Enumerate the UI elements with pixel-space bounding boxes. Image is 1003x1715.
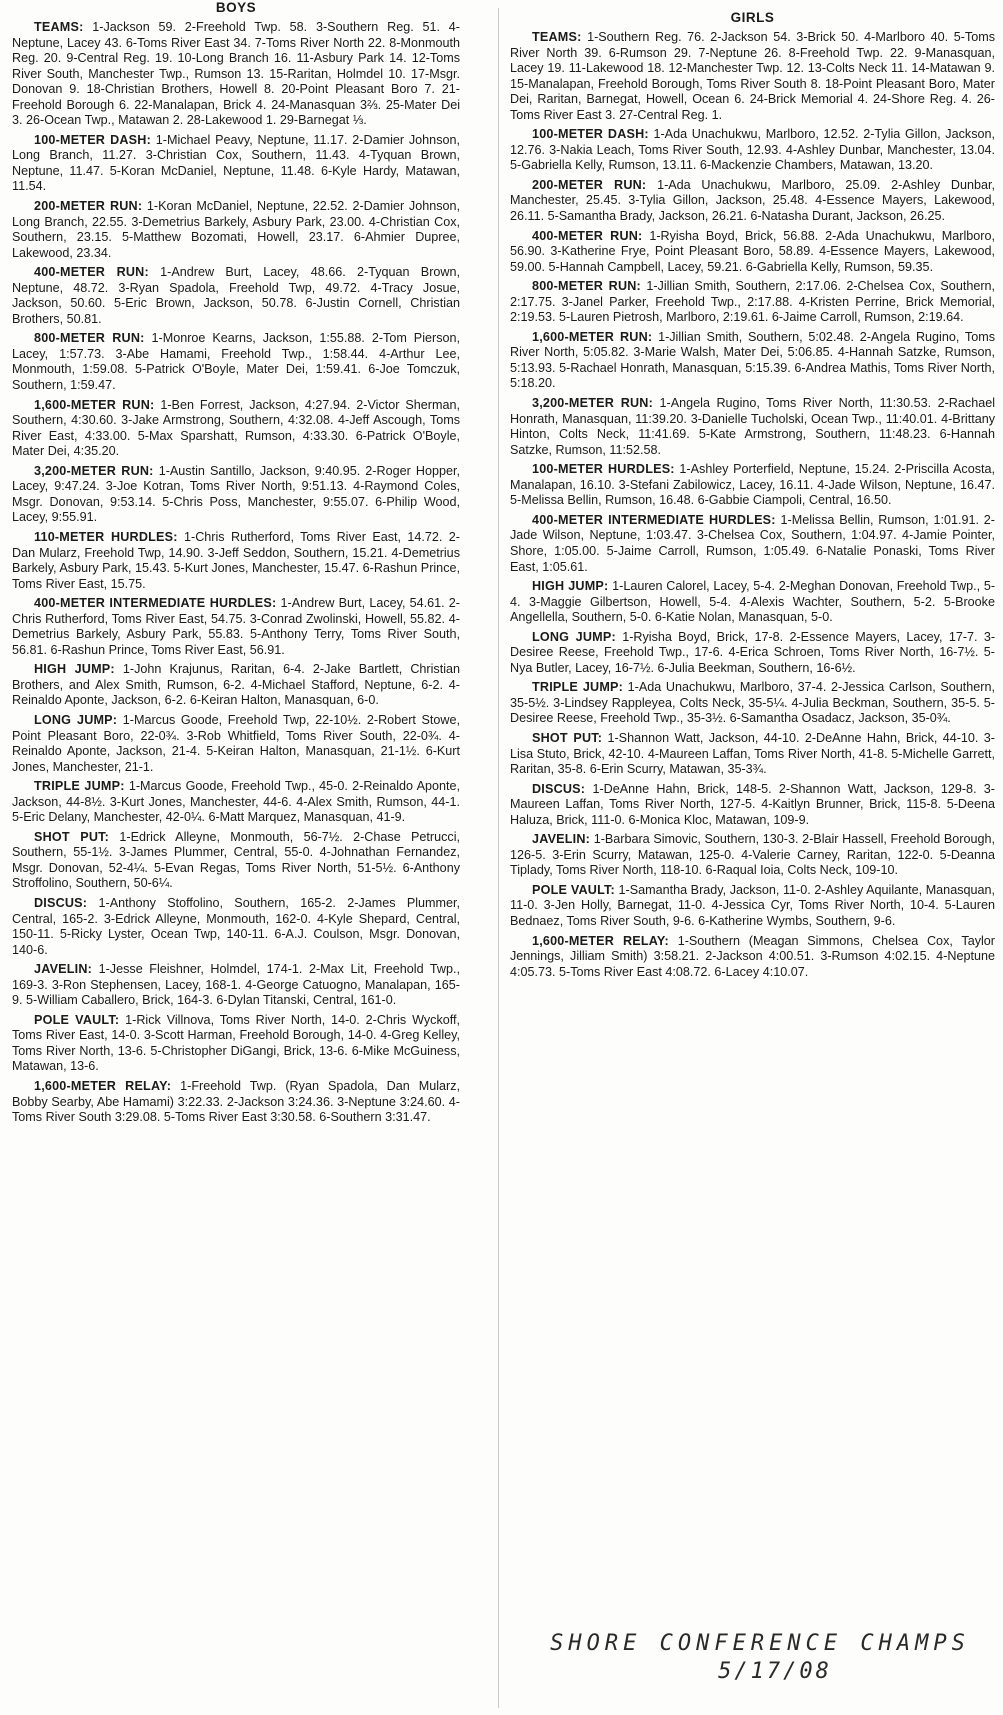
event-label: TEAMS: (34, 20, 84, 34)
event-label: 400-METER INTERMEDIATE HURDLES: (34, 596, 277, 611)
event-results-text: 1-Andrew Burt, Lacey, 54.61. 2-Chris Rutherford, Toms River East, 54.75. 3-Conrad Zwolinski, Howell, 55.82. 4-Demetrius Barkely, Asbury Park, 55.83. 5-Anthony Terry, Toms River South, 56.81. 6-Rashun Prince, Toms River East, 56.91. (12, 596, 461, 657)
girls-event-result (510, 883, 995, 930)
event-results-text: 1-Ryisha Boyd, Brick, 56.88. 2-Ada Unachukwu, Marlboro, 56.90. 3-Katherine Frye, Point Pleasant Boro, 58.89. 4-Essence Mayers, Lakewood, 59.00. 5-Hannah Campbell, Lacey, 59.21. 6-Gabriella Kelly, Rumson, 59.35. (510, 228, 996, 274)
event-results-text: 1-Lauren Calorel, Lacey, 5-4. 2-Meghan Donovan, Freehold Twp., 5-4. 3-Maggie Gilbertson, Howell, 5-4. 4-Alexis Wachter, Southern, 5-2. 5-Brooke Angellella, Southern, 5-0. 6-Katie Nolan, Manasquan, 5-0. (510, 579, 996, 625)
event-results-text: 1-Ryisha Boyd, Brick, 17-8. 2-Essence Mayers, Lacey, 17-7. 3-Desiree Reese, Freehold Twp., 17-6. 4-Erica Schroen, Toms River North, 16-7½. 5-Nya Butler, Lacey, 16-7½. 6-Julia Beekman, Southern, 16-6½. (510, 629, 996, 675)
event-results-text: 1-Melissa Bellin, Rumson, 1:01.91. 2-Jade Wilson, Neptune, 1:03.47. 3-Chelsea Cox, Southern, 1:04.97. 4-Jamie Pointer, Shore, 1:05.00. 5-Jaime Carroll, Rumson, 1:05.49. 6-Natalie Ponaski, Toms River East, 1:05.61. (510, 512, 996, 574)
girls-events-list (510, 30, 995, 980)
event-label: 1,600-METER RELAY: (34, 1079, 172, 1093)
event-label: TRIPLE JUMP: (34, 779, 125, 794)
event-label: 110-METER HURDLES: (34, 529, 178, 544)
boys-event-result (12, 1079, 460, 1126)
event-results-text: 1-Austin Santillo, Jackson, 9:40.95. 2-Roger Hopper, Lacey, 9:47.24. 3-Joe Kotran, Toms River North, 9:51.13. 4-Raymond Coles, Msgr. Donovan, 9:53.14. 5-Chris Poss, Manchester, 9:55.07. 6-Philip Wood, Lacey, 9:55.91. (12, 463, 461, 525)
boys-event-result (12, 530, 460, 592)
event-results-text: 1-Shannon Watt, Jackson, 44-10. 2-DeAnne Hahn, Brick, 44-10. 3-Lisa Stuto, Brick, 42-10. 4-Maureen Laffan, Toms River North, 41-8. 5-Michelle Garrett, Raritan, 35-8. 6-Erin Scurry, Matawan, 35-3¾. (510, 730, 995, 777)
event-label: 400-METER INTERMEDIATE HURDLES: (532, 512, 776, 527)
girls-event-result (510, 396, 995, 458)
girls-event-result (510, 513, 995, 575)
handwritten-note-title: SHORE CONFERENCE CHAMPS (550, 1631, 970, 1656)
handwritten-note-date: 5/17/08 (718, 1659, 832, 1684)
event-label: HIGH JUMP: (34, 662, 115, 677)
boys-event-result (12, 464, 460, 526)
girls-heading: GIRLS (730, 10, 775, 25)
girls-event-result (510, 630, 995, 677)
event-results-text: 1-Michael Peavy, Neptune, 11.17. 2-Damier Johnson, Long Branch, 11.27. 3-Christian Cox, Southern, 11.43. 4-Tyquan Brown, Neptune, 11.47. 5-Koran McDaniel, Neptune, 11.48. 6-Kyle Hardy, Matawan, 11.54. (12, 132, 460, 194)
girls-event-result (510, 832, 995, 879)
event-results-text: 1-Ada Unachukwu, Marlboro, 25.09. 2-Ashley Dunbar, Manchester, 25.45. 3-Tylia Gillon, Jackson, 25.48. 4-Essence Mayers, Lakewood, 26.11. 5-Samantha Brady, Jackson, 26.21. 6-Natasha Durant, Jackson, 26.25. (510, 177, 996, 224)
event-results-text: 1-DeAnne Hahn, Brick, 148-5. 2-Shannon Watt, Jackson, 129-8. 3-Maureen Laffan, Toms River North, 127-5. 4-Kaitlyn Brunner, Brick, 115-8. 5-Deena Haluza, Brick, 111-0. 6-Monica Kloc, Matawan, 109-9. (510, 781, 996, 827)
girls-event-result (510, 934, 995, 981)
handwritten-note (540, 1630, 980, 1686)
girls-results-column (510, 10, 995, 984)
girls-event-result (510, 731, 995, 778)
event-results-text: 1-Jillian Smith, Southern, 2:17.06. 2-Chelsea Cox, Southern, 2:17.75. 3-Janel Parker, Freehold Twp., 2:17.88. 4-Kristen Perrine, Brick Memorial, 2:19.53. 5-Lauren Pietrosh, Marlboro, 2:19.61. 6-Jaime Carroll, Rumson, 2:19.64. (510, 279, 996, 325)
event-label: 1,600-METER RUN: (532, 329, 653, 344)
event-label: POLE VAULT: (532, 882, 615, 897)
event-label: 1,600-METER RUN: (34, 397, 155, 412)
girls-event-result (510, 330, 995, 392)
event-label: LONG JUMP: (34, 712, 118, 727)
event-results-text: 1-Ashley Porterfield, Neptune, 15.24. 2-Priscilla Acosta, Manalapan, 16.10. 3-Stefani Zabilowicz, Lacey, 16.11. 4-Jade Wilson, Neptune, 16.47. 5-Melissa Bellin, Rumson, 16.48. 6-Gabbie Ciampoli, Central, 16.50. (510, 462, 995, 508)
boys-event-result (12, 133, 460, 195)
event-label: JAVELIN: (34, 962, 93, 977)
boys-event-result (12, 331, 460, 393)
event-results-text: 1-Chris Rutherford, Toms River East, 14.72. 2-Dan Mularz, Freehold Twp, 14.90. 3-Jeff Seddon, Southern, 15.21. 4-Demetrius Barkely, Asbury Park, 15.43. 5-Kurt Jones, Manchester, 15.47. 6-Rashun Prince, Toms River East, 15.75. (12, 529, 460, 591)
boys-event-result (12, 265, 460, 327)
girls-event-result (510, 782, 995, 829)
event-label: DISCUS: (34, 895, 88, 910)
event-label: 3,200-METER RUN: (532, 396, 653, 411)
event-results-text: 1-Jillian Smith, Southern, 5:02.48. 2-Angela Rugino, Toms River North, 5:05.82. 3-Marie Walsh, Mater Dei, 5:06.85. 4-Hannah Satzke, Rumson, 5:13.93. 5-Rachael Honrath, Manasquan, 5:15.39. 6-Andrea Mathis, Toms River North, 5:18.20. (510, 329, 995, 391)
event-results-text: 1-Andrew Burt, Lacey, 48.66. 2-Tyquan Brown, Neptune, 48.72. 3-Ryan Spadola, Freehold Twp, 49.72. 4-Tracy Josue, Jackson, 50.60. 5-Eric Brown, Jackson, 50.78. 6-Justin Cornell, Christian Brothers, 50.81. (12, 265, 460, 326)
boys-event-result (12, 779, 460, 826)
event-label: HIGH JUMP: (532, 579, 609, 594)
boys-event-result (12, 1013, 460, 1075)
event-label: TRIPLE JUMP: (532, 680, 624, 695)
event-results-text: 1-Southern Reg. 76. 2-Jackson 54. 3-Brick 50. 4-Marlboro 40. 5-Toms River North 39. 6-Rumson 29. 7-Neptune 26. 8-Freehold Twp. 22. 9-Manasquan, Lacey 19. 11-Lakewood 18. 12-Manchester Twp. 12. 13-Colts Neck 11. 14-Matawan 9. 15-Manalapan, Freehold Borough, Toms River South 8. 18-Point Pleasant Boro, Mater Dei, Raritan, Barnegat, Howell, Ocean 6. 24-Brick Memorial 4. 24-Shore Reg. 4. 26-Toms River East 3. 27-Central Reg. 1. (510, 30, 995, 122)
event-results-text: 1-Samantha Brady, Jackson, 11-0. 2-Ashley Aquilante, Manasquan, 11-0. 3-Jen Holly, Barnegat, 11-0. 4-Jessica Cyr, Toms River North, 10-4. 5-Lauren Bednaez, Toms River South, 9-6. 6-Katherine Wymbs, Southern, 9-6. (510, 882, 996, 928)
boys-results-column (12, 0, 460, 1130)
event-label: LONG JUMP: (532, 629, 616, 644)
event-label: SHOT PUT: (532, 730, 603, 745)
boys-event-result (12, 596, 460, 658)
girls-event-result (510, 279, 995, 326)
boys-event-result (12, 962, 460, 1009)
event-label: 200-METER RUN: (532, 177, 647, 192)
event-results-text: 1-Jesse Fleishner, Holmdel, 174-1. 2-Max Lit, Freehold Twp., 169-3. 3-Ron Stephensen, Lacey, 168-1. 4-George Catuogno, Manalapan, 165-9. 5-William Caballero, Brick, 164-3. 6-Dylan Titanski, Central, 161-0. (12, 962, 460, 1008)
event-label: 400-METER RUN: (34, 265, 149, 280)
event-results-text: 1-Ben Forrest, Jackson, 4:27.94. 2-Victor Sherman, Southern, 4:30.60. 3-Jake Armstrong, Southern, 4:32.08. 4-Jeff Ascough, Toms River East, 4:33.00. 5-Max Sparshatt, Rumson, 4:33.30. 6-Patrick O'Boyle, Mater Dei, 4:35.20. (12, 397, 460, 459)
event-results-text: 1-Anthony Stoffolino, Southern, 165-2. 2-James Plummer, Central, 165-2. 3-Edrick Alleyne, Monmouth, 162-0. 4-Kyle Shepard, Central, 150-11. 5-Ricky Lyster, Ocean Twp, 140-11. 6-A.J. Coulson, Msgr. Donovan, 140-6. (12, 895, 461, 957)
event-label: SHOT PUT: (34, 829, 110, 844)
event-label: 400-METER RUN: (532, 228, 643, 243)
girls-event-result (510, 229, 995, 276)
event-label: 100-METER DASH: (532, 127, 649, 142)
event-results-text: 1-Koran McDaniel, Neptune, 22.52. 2-Damier Johnson, Long Branch, 22.55. 3-Demetrius Barkely, Asbury Park, 23.00. 4-Christian Cox, Southern, 23.15. 5-Matthew Bozomati, Howell, 23.17. 6-Ahmier Dupree, Lakewood, 23.34. (12, 199, 461, 260)
event-label: DISCUS: (532, 781, 586, 796)
boys-event-result (12, 713, 460, 775)
event-results-text: 1-Jackson 59. 2-Freehold Twp. 58. 3-Southern Reg. 51. 4-Neptune, Lacey 43. 6-Toms River East 34. 7-Toms River North 22. 8-Monmouth Reg. 20. 9-Central Reg. 19. 10-Long Branch 16. 11-Asbury Park 14. 12-Toms River South, Manchester Twp., Rumson 13. 15-Raritan, Holmdel 10. 17-Msgr. Donovan 9. 18-Christian Brothers, Howell 8. 20-Point Pleasant Boro 7. 21-Freehold Borough 6. 22-Manalapan, Brick 4. 24-Manasquan 3⅔. 25-Mater Dei 3. 26-Ocean Twp., Matawan 2. 28-Lakewood 1. 29-Barnegat ⅓. (12, 20, 461, 128)
girls-event-result (510, 30, 995, 123)
boys-event-result (12, 662, 460, 709)
event-label: POLE VAULT: (34, 1012, 120, 1027)
boys-heading: BOYS (215, 0, 257, 15)
event-results-text: 1-John Krajunus, Raritan, 6-4. 2-Jake Bartlett, Christian Brothers, and Alex Smith, Rumson, 6-2. 4-Michael Stafford, Neptune, 6-2. 4-Reinaldo Aponte, Jackson, 6-2. 6-Keiran Halton, Manasquan, 6-0. (12, 662, 461, 708)
event-results-text: 1-Angela Rugino, Toms River North, 11:30.53. 2-Rachael Honrath, Manasquan, 11:39.20. 3-Danielle Tucholski, Ocean Twp., 11:40.01. 4-Brittany Hinton, Colts Neck, 11:41.69. 5-Kate Armstrong, Southern, 11:48.23. 6-Hannah Satzke, Rumson, 11:52.58. (510, 396, 996, 457)
event-results-text: 1-Ada Unachukwu, Marlboro, 37-4. 2-Jessica Carlson, Southern, 35-5½. 3-Lindsey Rappleyea, Colts Neck, 35-5¼. 4-Julia Beckman, Southern, 35-5. 5-Desiree Reese, Freehold Twp., 35-3½. 6-Samantha Osadacz, Jackson, 35-0¾. (510, 680, 995, 726)
event-results-text: 1-Marcus Goode, Freehold Twp., 45-0. 2-Reinaldo Aponte, Jackson, 44-8½. 3-Kurt Jones, Manchester, 44-6. 4-Alex Smith, Rumson, 44-1. 5-Eric Delany, Manchester, 42-0¼. 6-Matt Marquez, Manasquan, 41-9. (12, 779, 460, 825)
girls-event-result (510, 127, 995, 174)
event-label: JAVELIN: (532, 832, 591, 847)
girls-event-result (510, 680, 995, 727)
event-results-text: 1-Southern (Meagan Simmons, Chelsea Cox, Taylor Jennings, Jilliam Smith) 3:58.21. 2-Jackson 4:00.51. 3-Rumson 4:02.15. 4-Neptune 4:05.73. 5-Toms River East 4:08.72. 6-Lacey 4:10.07. (510, 933, 995, 979)
event-results-text: 1-Rick Villnova, Toms River North, 14-0. 2-Chris Wyckoff, Toms River East, 14-0. 3-Scott Harman, Freehold Borough, 14-0. 4-Greg Kelley, Toms River North, 13-6. 5-Christopher DiGangi, Brick, 13-6. 6-Mike McGuiness, Matawan, 13-6. (12, 1012, 461, 1074)
event-results-text: 1-Ada Unachukwu, Marlboro, 12.52. 2-Tylia Gillon, Jackson, 12.76. 3-Nakia Leach, Toms River South, 12.93. 4-Ashley Dunbar, Manchester, 13.04. 5-Gabriella Kelly, Rumson, 13.11. 6-Mackenzie Chambers, Matawan, 13.20. (510, 127, 995, 173)
boys-event-result (12, 830, 460, 892)
boys-events-list (12, 20, 460, 1126)
event-label: 3,200-METER RUN: (34, 463, 154, 478)
event-results-text: 1-Monroe Kearns, Jackson, 1:55.88. 2-Tom Pierson, Lacey, 1:57.73. 3-Abe Hamami, Freehold Twp., 1:58.44. 4-Arthur Lee, Monmouth, 1:59.08. 5-Patrick O'Boyle, Mater Dei, 1:59.41. 6-Joe Tomczuk, Southern, 1:59.47. (12, 331, 461, 393)
boys-event-result (12, 199, 460, 261)
event-label: 800-METER RUN: (532, 279, 641, 294)
girls-event-result (510, 579, 995, 626)
boys-event-result (12, 20, 460, 129)
event-results-text: 1-Marcus Goode, Freehold Twp, 22-10½. 2-Robert Stowe, Point Pleasant Boro, 22-0¾. 3-Rob Whitfield, Toms River South, 22-0¾. 4-Reinaldo Aponte, Jackson, 21-4. 5-Keiran Halton, Manasquan, 21-1½. 6-Kurt Jones, Manchester, 21-1. (12, 712, 460, 774)
event-label: 100-METER DASH: (34, 132, 151, 147)
event-results-text: 1-Freehold Twp. (Ryan Spadola, Dan Mularz, Bobby Searby, Abe Hamami) 3:22.33. 2-Jackson 3:24.36. 3-Neptune 3:24.60. 4-Toms River South 3:29.08. 5-Toms River East 3:30.58. 6-Southern 3:31.47. (12, 1079, 461, 1125)
event-label: 100-METER HURDLES: (532, 462, 675, 477)
girls-event-result (510, 178, 995, 225)
event-results-text: 1-Barbara Simovic, Southern, 130-3. 2-Blair Hassell, Freehold Borough, 126-5. 3-Erin Scurry, Matawan, 125-0. 4-Valerie Carney, Raritan, 122-0. 5-Deanna Tiplady, Toms River North, 118-10. 6-Raqual Ioia, Colts Neck, 109-10. (510, 832, 996, 878)
event-label: 1,600-METER RELAY: (532, 933, 669, 948)
event-label: 200-METER RUN: (34, 199, 143, 214)
event-label: TEAMS: (532, 30, 582, 44)
column-divider (498, 8, 499, 1708)
boys-event-result (12, 398, 460, 460)
girls-event-result (510, 462, 995, 509)
event-label: 800-METER RUN: (34, 331, 145, 346)
boys-event-result (12, 896, 460, 958)
event-results-text: 1-Edrick Alleyne, Monmouth, 56-7½. 2-Chase Petrucci, Southern, 55-1½. 3-James Plummer, Central, 55-0. 4-Johnathan Fernandez, Msgr. Donovan, 52-4¼. 5-Evan Regas, Toms River North, 51-5½. 6-Anthony Stroffolino, Southern, 50-6¼. (12, 829, 460, 891)
